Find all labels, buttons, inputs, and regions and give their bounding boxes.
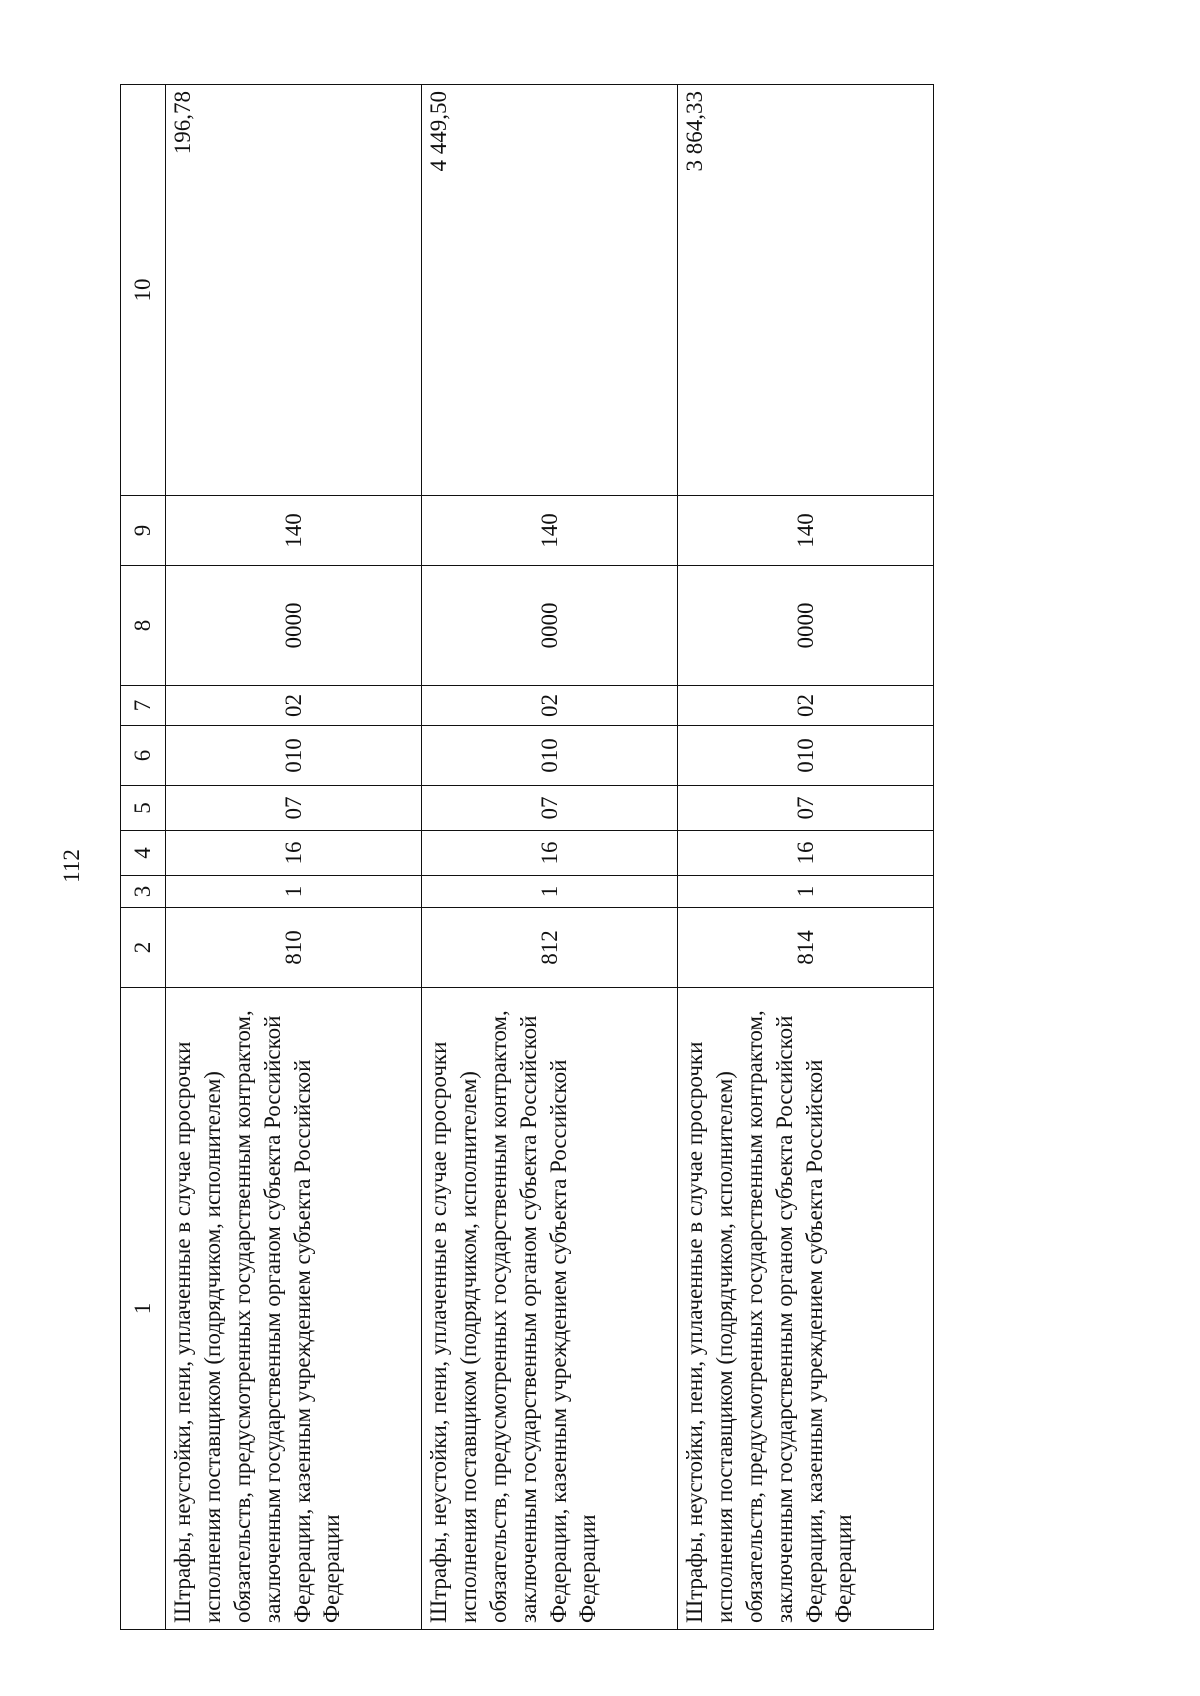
- code-cell: 0000: [422, 566, 678, 686]
- code-cell: 812: [422, 908, 678, 988]
- code-cell: 0000: [166, 566, 422, 686]
- code-cell: 02: [166, 686, 422, 726]
- description-cell: [166, 988, 422, 1630]
- description-text: Штрафы, неустойки, пени, уплаченные в случае просрочки исполнения поставщиком (подрядчиком, исполнителем) обязательств, предусмотренных государственным контрактом, заключенным государственным органом субъекта Российской Федерации, казенным учреждением субъекта Российской Федерации: [682, 1010, 857, 1623]
- table-container: [120, 85, 930, 1630]
- amount-cell: 196,78: [166, 85, 422, 496]
- column-header: 9: [121, 496, 166, 566]
- column-header: 2: [121, 908, 166, 988]
- code-cell: 0000: [678, 566, 934, 686]
- code-cell: 010: [166, 726, 422, 786]
- column-header: 8: [121, 566, 166, 686]
- data-table: [120, 84, 934, 1630]
- column-header: 10: [121, 85, 166, 496]
- column-header: 6: [121, 726, 166, 786]
- column-header: 7: [121, 686, 166, 726]
- header-row: [121, 85, 166, 1630]
- code-cell: 02: [678, 686, 934, 726]
- table-row: [422, 85, 678, 1630]
- code-cell: 16: [678, 831, 934, 876]
- code-cell: 16: [166, 831, 422, 876]
- code-cell: 140: [422, 496, 678, 566]
- code-cell: 07: [422, 786, 678, 831]
- code-cell: 1: [678, 876, 934, 908]
- column-header: 4: [121, 831, 166, 876]
- code-cell: 07: [166, 786, 422, 831]
- column-header: 1: [121, 988, 166, 1630]
- column-header: 3: [121, 876, 166, 908]
- code-cell: 1: [166, 876, 422, 908]
- amount-cell: 4 449,50: [422, 85, 678, 496]
- code-cell: 16: [422, 831, 678, 876]
- code-cell: 814: [678, 908, 934, 988]
- code-cell: 140: [166, 496, 422, 566]
- amount-cell: 3 864,33: [678, 85, 934, 496]
- code-cell: 810: [166, 908, 422, 988]
- column-header: 5: [121, 786, 166, 831]
- page-number: 112: [59, 849, 84, 883]
- code-cell: 07: [678, 786, 934, 831]
- code-cell: 1: [422, 876, 678, 908]
- code-cell: 140: [678, 496, 934, 566]
- table-row: [166, 85, 422, 1630]
- code-cell: 010: [422, 726, 678, 786]
- table-row: [678, 85, 934, 1630]
- code-cell: 010: [678, 726, 934, 786]
- code-cell: 02: [422, 686, 678, 726]
- description-cell: [422, 988, 678, 1630]
- description-cell: [678, 988, 934, 1630]
- description-text: Штрафы, неустойки, пени, уплаченные в случае просрочки исполнения поставщиком (подрядчиком, исполнителем) обязательств, предусмотренных государственным контрактом, заключенным государственным органом субъекта Российской Федерации, казенным учреждением субъекта Российской Федерации: [426, 1010, 601, 1623]
- description-text: Штрафы, неустойки, пени, уплаченные в случае просрочки исполнения поставщиком (подрядчиком, исполнителем) обязательств, предусмотренных государственным контрактом, заключенным государственным органом субъекта Российской Федерации, казенным учреждением субъекта Российской Федерации: [170, 1010, 345, 1623]
- table-rotated-frame: [120, 85, 930, 1630]
